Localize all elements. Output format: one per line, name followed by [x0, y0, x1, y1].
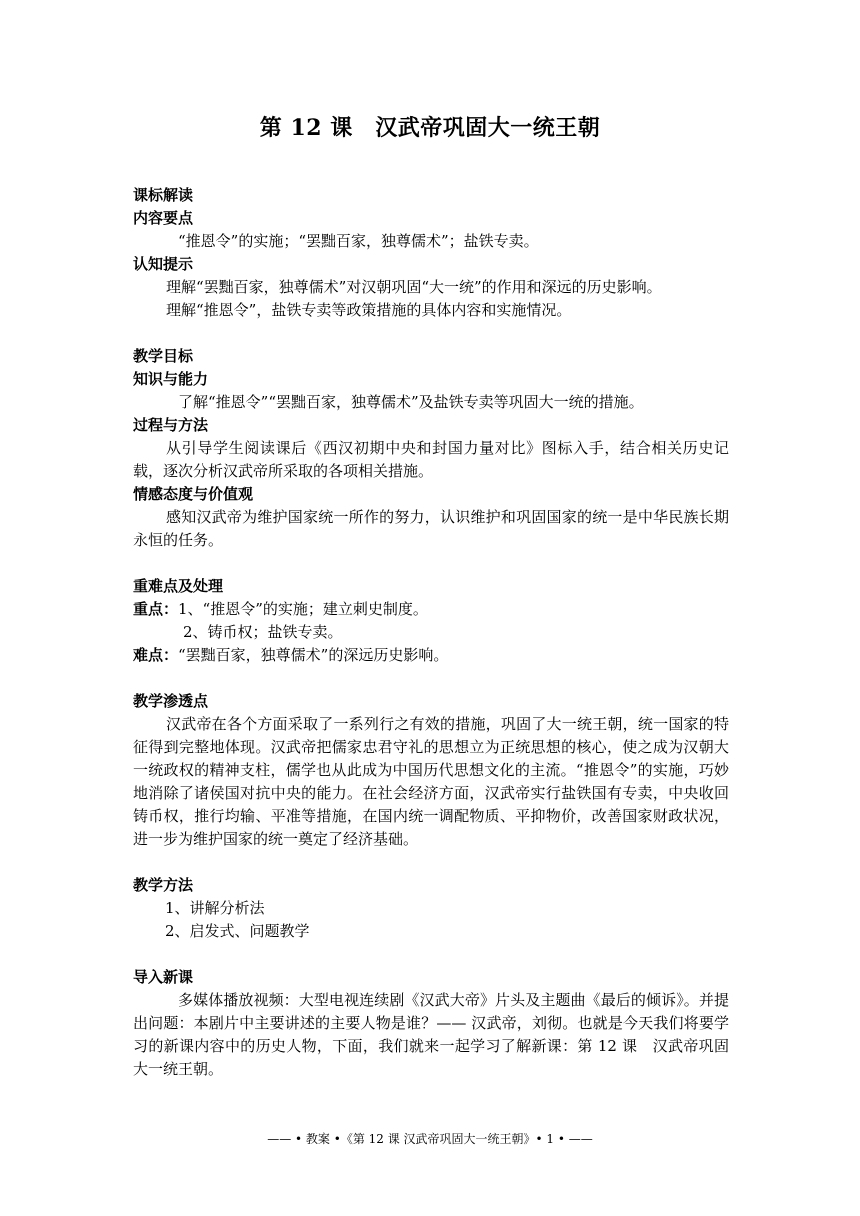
nandian-text: “罢黜百家，独尊儒术”的深远历史影响。: [178, 646, 449, 664]
renzhi-paragraph-2: 理解“推恩令”，盐铁专卖等政策措施的具体内容和实施情况。: [166, 301, 572, 319]
zhongdian-item-2: 2、铸币权；盐铁专卖。: [183, 623, 343, 641]
subheading-qinggan: 情感态度与价值观: [133, 485, 254, 503]
document-body: [133, 184, 729, 1081]
section-heading-shentou: 教学渗透点: [133, 692, 209, 710]
subheading-guocheng: 过程与方法: [133, 416, 209, 434]
qinggan-text: 感知汉武帝为维护国家统一所作的努力，认识维护和巩固国家的统一是中华民族长期永恒的任务。: [133, 508, 729, 549]
nandian-label: 难点：: [133, 646, 179, 664]
page-title: 第 12 课 汉武帝巩固大一统王朝: [259, 115, 601, 141]
daoru-paragraph: 多媒体播放视频：大型电视连续剧《汉武大帝》片头及主题曲《最后的倾诉》。并提出问题：本剧片中主要讲述的主要人物是谁？—— 汉武帝，刘彻。也就是今天我们将要学习的新课内容中的历史人物，下面，我们就来一起学习了解新课：第 12 课 汉武帝巩固大一统王朝。: [133, 991, 729, 1078]
section-heading-zhongnan: 重难点及处理: [133, 577, 224, 595]
zhongdian-line-1: [133, 598, 729, 621]
fangfa-item-1: 1、讲解分析法: [165, 899, 265, 917]
guocheng-text: 从引导学生阅读课后《西汉初期中央和封国力量对比》图标入手，结合相关历史记载，逐次分析汉武帝所采取的各项相关措施。: [133, 439, 729, 480]
section-heading-daoru: 导入新课: [133, 968, 194, 986]
nandian-line: [133, 644, 729, 667]
renzhi-paragraph-1: 理解“罢黜百家，独尊儒术”对汉朝巩固“大一统”的作用和深远的历史影响。: [166, 278, 662, 296]
zhishi-text: 了解“推恩令”“罢黜百家，独尊儒术”及盐铁专卖等巩固大一统的措施。: [178, 393, 644, 411]
page-footer: —— • 教案 •《第 12 课 汉武帝巩固大一统王朝》• 1 • ——: [267, 1132, 593, 1146]
zhongdian-label: 重点：: [133, 600, 179, 618]
zhongdian-item-1: 1、“推恩令”的实施；建立刺史制度。: [178, 600, 428, 618]
fangfa-item-2: 2、启发式、问题教学: [165, 922, 310, 940]
subheading-zhishi: 知识与能力: [133, 370, 209, 388]
neirong-text: “推恩令”的实施；“罢黜百家，独尊儒术”；盐铁专卖。: [178, 232, 539, 250]
subheading-neirong: 内容要点: [133, 209, 194, 227]
section-heading-biaozhun: 课标解读: [133, 186, 194, 204]
section-heading-fangfa: 教学方法: [133, 876, 194, 894]
section-heading-mubiao: 教学目标: [133, 347, 194, 365]
subheading-renzhi: 认知提示: [133, 255, 194, 273]
shentou-paragraph: 汉武帝在各个方面采取了一系列行之有效的措施，巩固了大一统王朝，统一国家的特征得到完整地体现。汉武帝把儒家忠君守礼的思想立为正统思想的核心，使之成为汉朝大一统政权的精神支柱，儒学也从此成为中国历代思想文化的主流。“推恩令”的实施，巧妙地消除了诸侯国对抗中央的能力。在社会经济方面，汉武帝实行盐铁国有专卖，中央收回铸币权，推行均输、平准等措施，在国内统一调配物质、平抑物价，改善国家财政状况，进一步为维护国家的统一奠定了经济基础。: [133, 715, 729, 848]
